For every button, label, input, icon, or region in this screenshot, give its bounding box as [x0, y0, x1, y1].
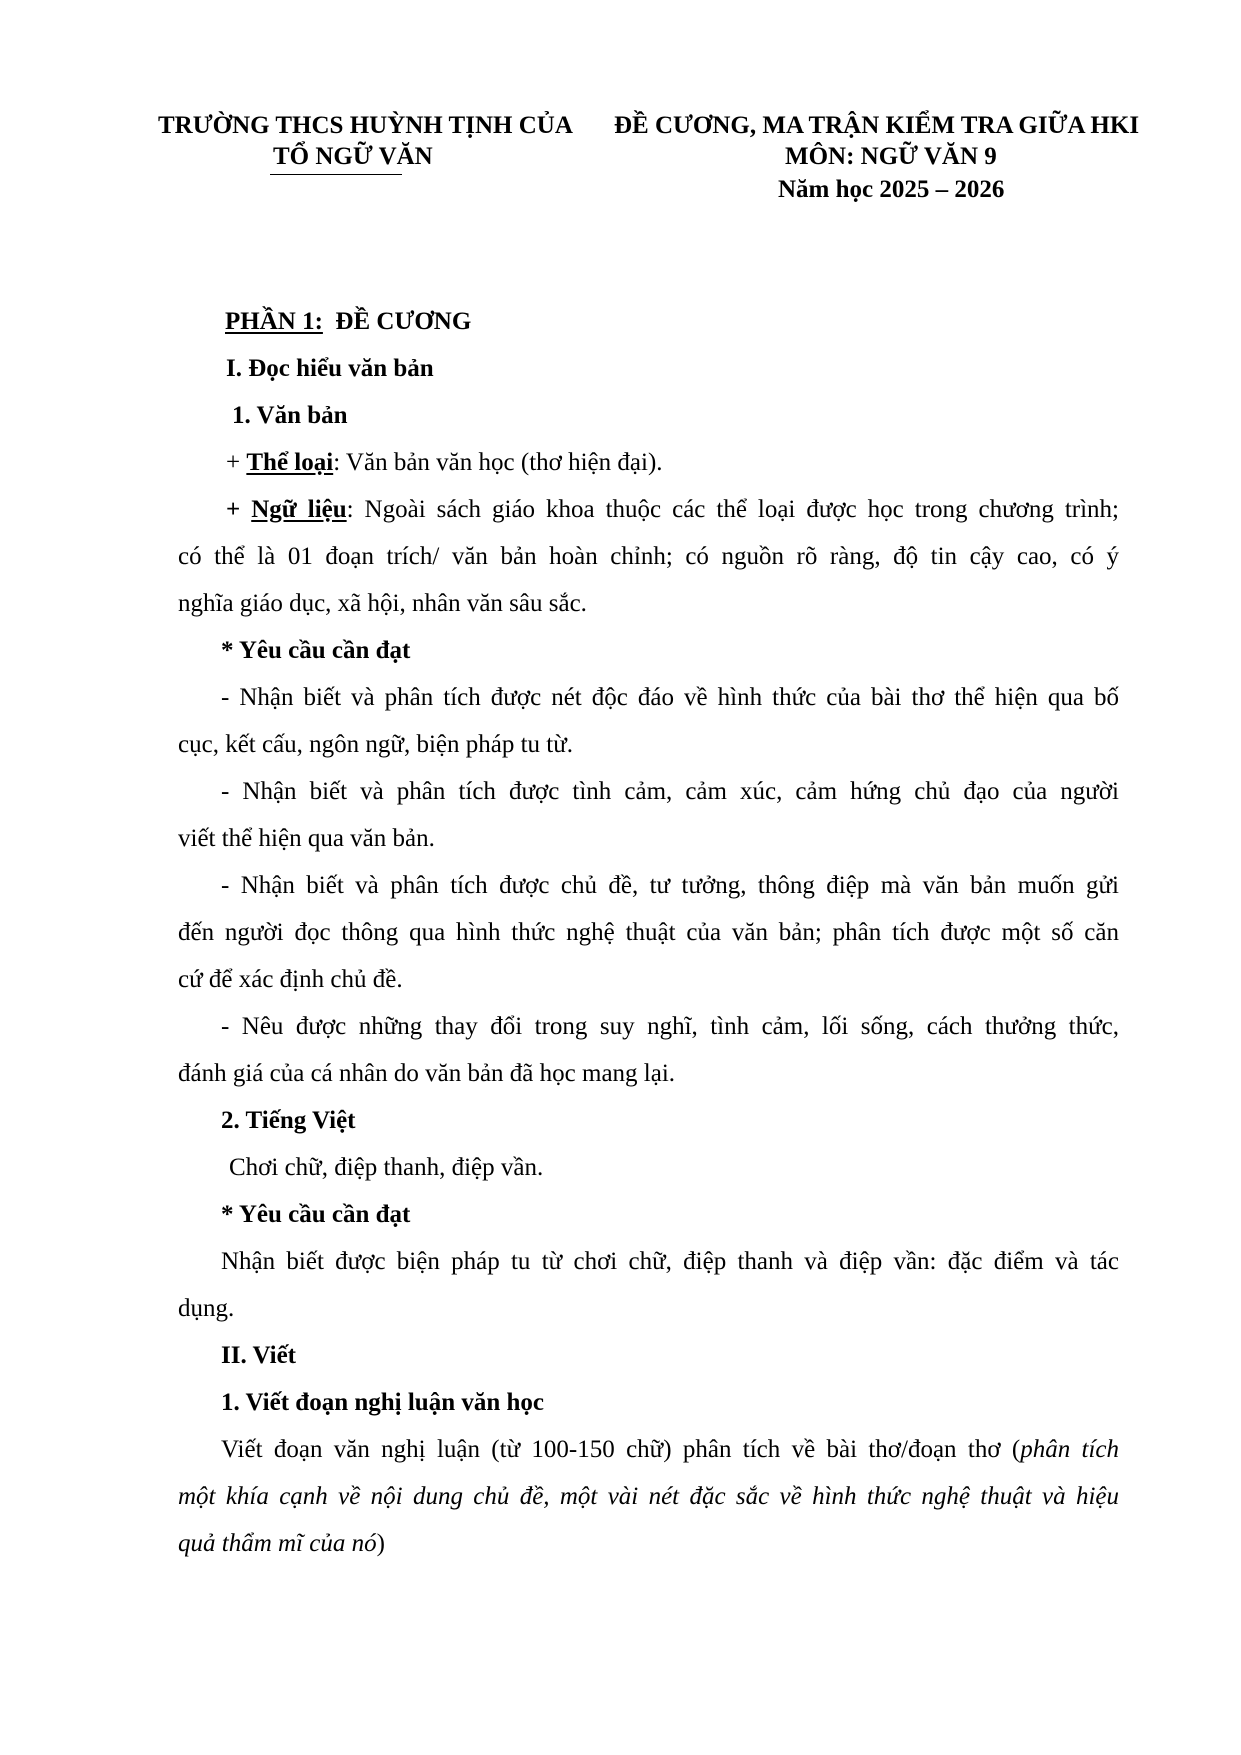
section-i-heading: I. Đọc hiểu văn bản: [226, 355, 434, 382]
requirements-heading: * Yêu cầu cần đạt: [221, 637, 411, 664]
writing-line-1: [221, 1435, 1119, 1465]
req4-line-1: - Nêu được những thay đổi trong suy nghĩ, tình cảm, lối sống, cách thưởng thức,: [221, 1013, 1119, 1040]
part1-heading: [225, 307, 471, 337]
school-year: Năm học 2025 – 2026: [778, 176, 1005, 203]
section-ii-sub1-heading: 1. Viết đoạn nghị luận văn học: [221, 1389, 545, 1416]
material-label: Ngữ liệu: [251, 496, 347, 523]
section-ii-heading: II. Viết: [221, 1342, 296, 1369]
req3-line-2: đến người đọc thông qua hình thức nghệ thuật của văn bản; phân tích được một số căn: [178, 919, 1119, 946]
document-title: ĐỀ CƯƠNG, MA TRẬN KIỂM TRA GIỮA HKI: [614, 112, 1140, 139]
group-underline: [270, 174, 402, 175]
req3-line-3: cứ để xác định chủ đề.: [178, 966, 403, 993]
req2-line-1: - Nhận biết và phân tích được tình cảm, cảm xúc, cảm hứng chủ đạo của người: [221, 778, 1119, 805]
section-i-sub2-text: Chơi chữ, điệp thanh, điệp vần.: [229, 1154, 544, 1181]
part1-label: PHẦN 1:: [225, 308, 323, 335]
writing-line-3: [178, 1529, 385, 1559]
writing-italic-1: phân tích: [1020, 1436, 1119, 1463]
writing-line-2: một khía cạnh về nội dung chủ đề, một vài nét đặc sắc về hình thức nghệ thuật và hiệu: [178, 1483, 1119, 1510]
sub2-req-line-1: Nhận biết được biện pháp tu từ chơi chữ, điệp thanh và điệp vần: đặc điểm và tác: [221, 1248, 1119, 1275]
writing-text-1: Viết đoạn văn nghị luận (từ 100-150 chữ) phân tích về bài thơ/đoạn thơ (: [221, 1436, 1021, 1463]
section-i-sub1-heading: 1. Văn bản: [232, 402, 348, 429]
sub2-req-line-2: dụng.: [178, 1295, 235, 1322]
req1-line-2: cục, kết cấu, ngôn ngữ, biện pháp tu từ.: [178, 731, 574, 758]
subject-line: MÔN: NGỮ VĂN 9: [785, 143, 997, 170]
material-line-2: có thể là 01 đoạn trích/ văn bản hoàn chỉnh; có nguồn rõ ràng, độ tin cậy cao, có ý: [178, 543, 1119, 570]
req3-line-1: - Nhận biết và phân tích được chủ đề, tư tưởng, thông điệp mà văn bản muốn gửi: [221, 872, 1119, 899]
material-line-3: nghĩa giáo dục, xã hội, nhân văn sâu sắc.: [178, 590, 587, 617]
material-text-1: : Ngoài sách giáo khoa thuộc các thể loại được học trong chương trình;: [346, 496, 1119, 523]
req4-line-2: đánh giá của cá nhân do văn bản đã học mang lại.: [178, 1060, 676, 1087]
part1-title: ĐỀ CƯƠNG: [335, 308, 472, 335]
material-line-1: + Ngữ liệu: Ngoài sách giáo khoa thuộc các thể loại được học trong chương trình;: [226, 496, 1119, 523]
school-name: TRƯỜNG THCS HUỲNH TỊNH CỦA: [158, 112, 573, 139]
req1-line-1: - Nhận biết và phân tích được nét độc đáo về hình thức của bài thơ thể hiện qua bố: [221, 684, 1119, 711]
writing-close-paren: ): [376, 1530, 385, 1557]
genre-label: Thể loại: [246, 449, 334, 476]
req2-line-2: viết thể hiện qua văn bản.: [178, 825, 435, 852]
group-name: TỔ NGỮ VĂN: [273, 143, 433, 170]
genre-line: + Thể loại: Văn bản văn học (thơ hiện đại).: [226, 449, 663, 476]
writing-italic-3: quả thẩm mĩ của nó: [178, 1530, 377, 1557]
section-i-sub2-heading: 2. Tiếng Việt: [221, 1107, 356, 1134]
sub2-requirements-heading: * Yêu cầu cần đạt: [221, 1201, 411, 1228]
genre-text: : Văn bản văn học (thơ hiện đại).: [333, 449, 663, 476]
